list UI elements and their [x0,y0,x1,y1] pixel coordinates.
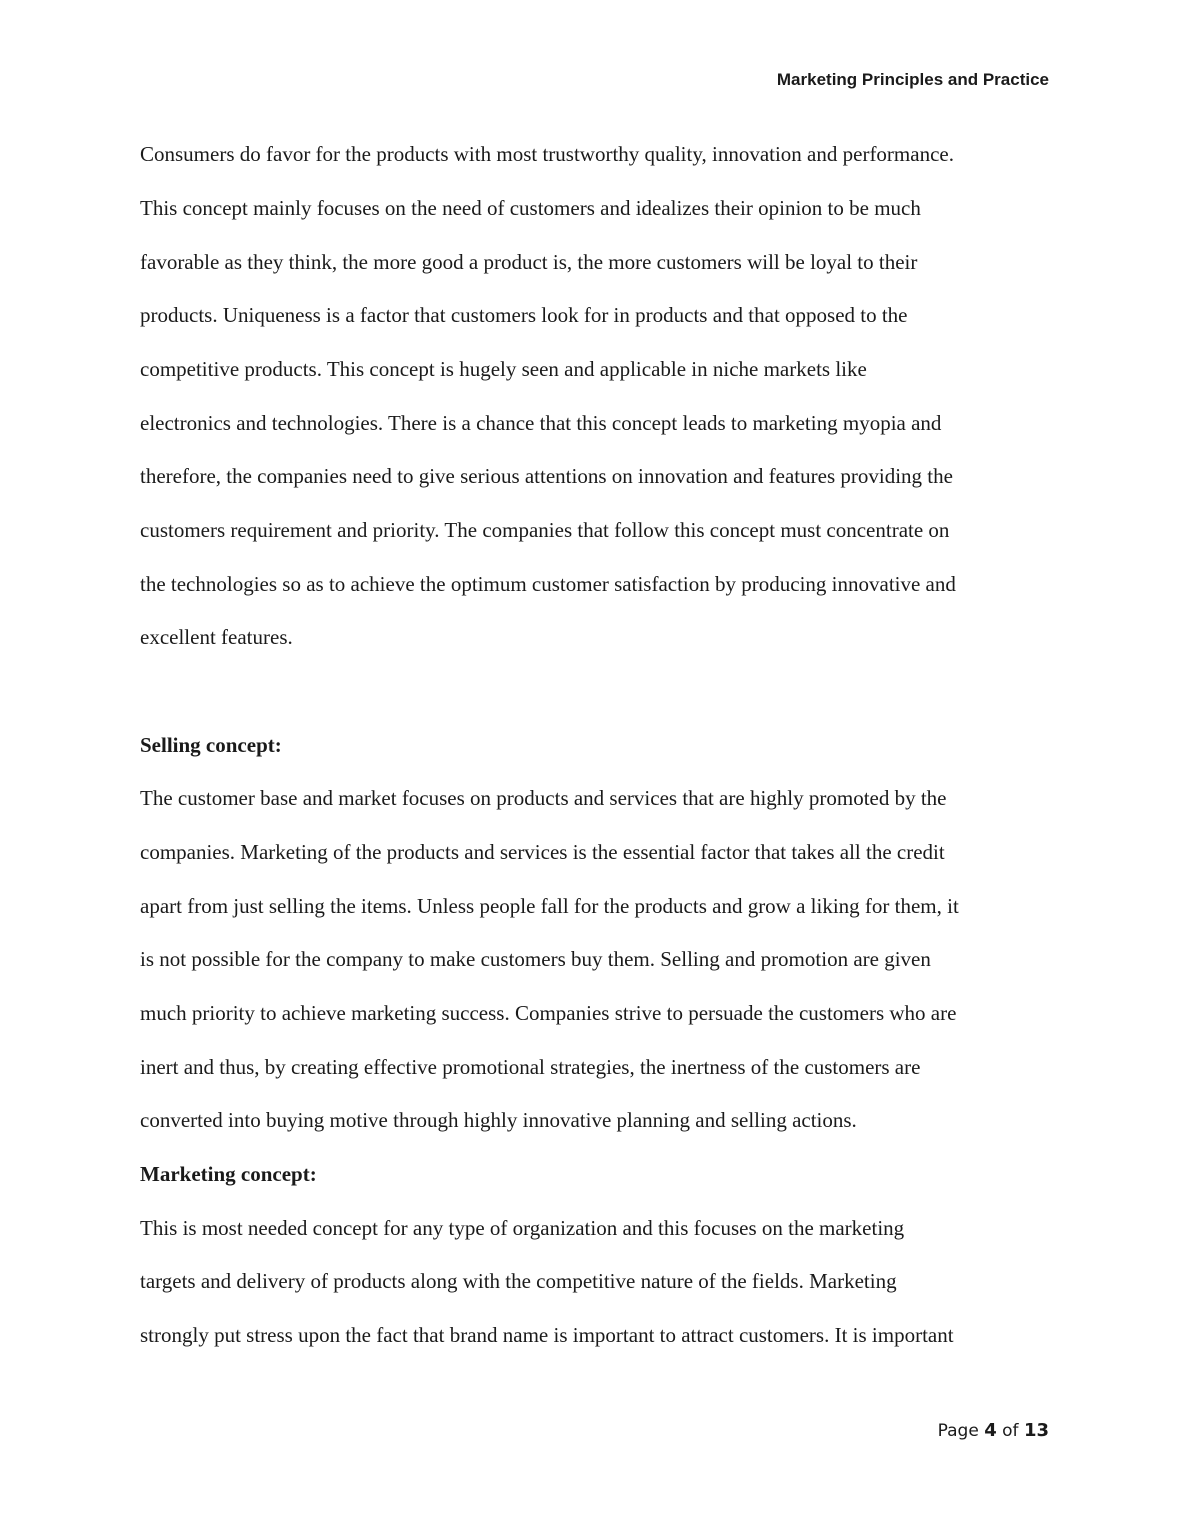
paragraph-line: companies. Marketing of the products and services is the essential factor that takes all the credit [140,840,945,864]
paragraph-line: therefore, the companies need to give serious attentions on innovation and features providing the [140,464,953,488]
page-label: Page [937,1421,979,1441]
paragraph-line: The customer base and market focuses on products and services that are highly promoted by the [140,786,947,810]
running-header: Marketing Principles and Practice [776,70,1049,89]
paragraph-line: converted into buying motive through highly innovative planning and selling actions. [140,1108,857,1132]
paragraph-line: This is most needed concept for any type of organization and this focuses on the marketing [140,1216,905,1240]
paragraph-line: favorable as they think, the more good a product is, the more customers will be loyal to their [140,250,918,274]
paragraph-line: the technologies so as to achieve the optimum customer satisfaction by producing innovative and [140,572,956,596]
paragraph-line: customers requirement and priority. The companies that follow this concept must concentrate on [140,518,950,542]
paragraph-line: targets and delivery of products along with the competitive nature of the fields. Marketing [140,1269,897,1293]
paragraph-line: excellent features. [140,625,293,649]
current-page-number: 4 [984,1420,997,1441]
paragraph-line: This concept mainly focuses on the need of customers and idealizes their opinion to be much [140,196,921,220]
section-heading-marketing: Marketing concept: [140,1162,317,1186]
paragraph-line: inert and thus, by creating effective promotional strategies, the inertness of the customers are [140,1055,921,1079]
paragraph-line: much priority to achieve marketing success. Companies strive to persuade the customers who are [140,1001,957,1025]
of-label: of [1002,1421,1019,1441]
paragraph-line: products. Uniqueness is a factor that customers look for in products and that opposed to the [140,303,908,327]
total-pages-number: 13 [1023,1420,1049,1441]
paragraph-line: electronics and technologies. There is a chance that this concept leads to marketing myopia and [140,411,942,435]
paragraph-line: is not possible for the company to make customers buy them. Selling and promotion are given [140,947,931,971]
paragraph-line: Consumers do favor for the products with most trustworthy quality, innovation and performance. [140,142,954,166]
section-heading-selling: Selling concept: [140,733,282,757]
paragraph-line: competitive products. This concept is hugely seen and applicable in niche markets like [140,357,867,381]
paragraph-line: strongly put stress upon the fact that brand name is important to attract customers. It is important [140,1323,954,1347]
page-number-footer [938,1420,1049,1441]
paragraph-line: apart from just selling the items. Unless people fall for the products and grow a liking for them, it [140,894,959,918]
